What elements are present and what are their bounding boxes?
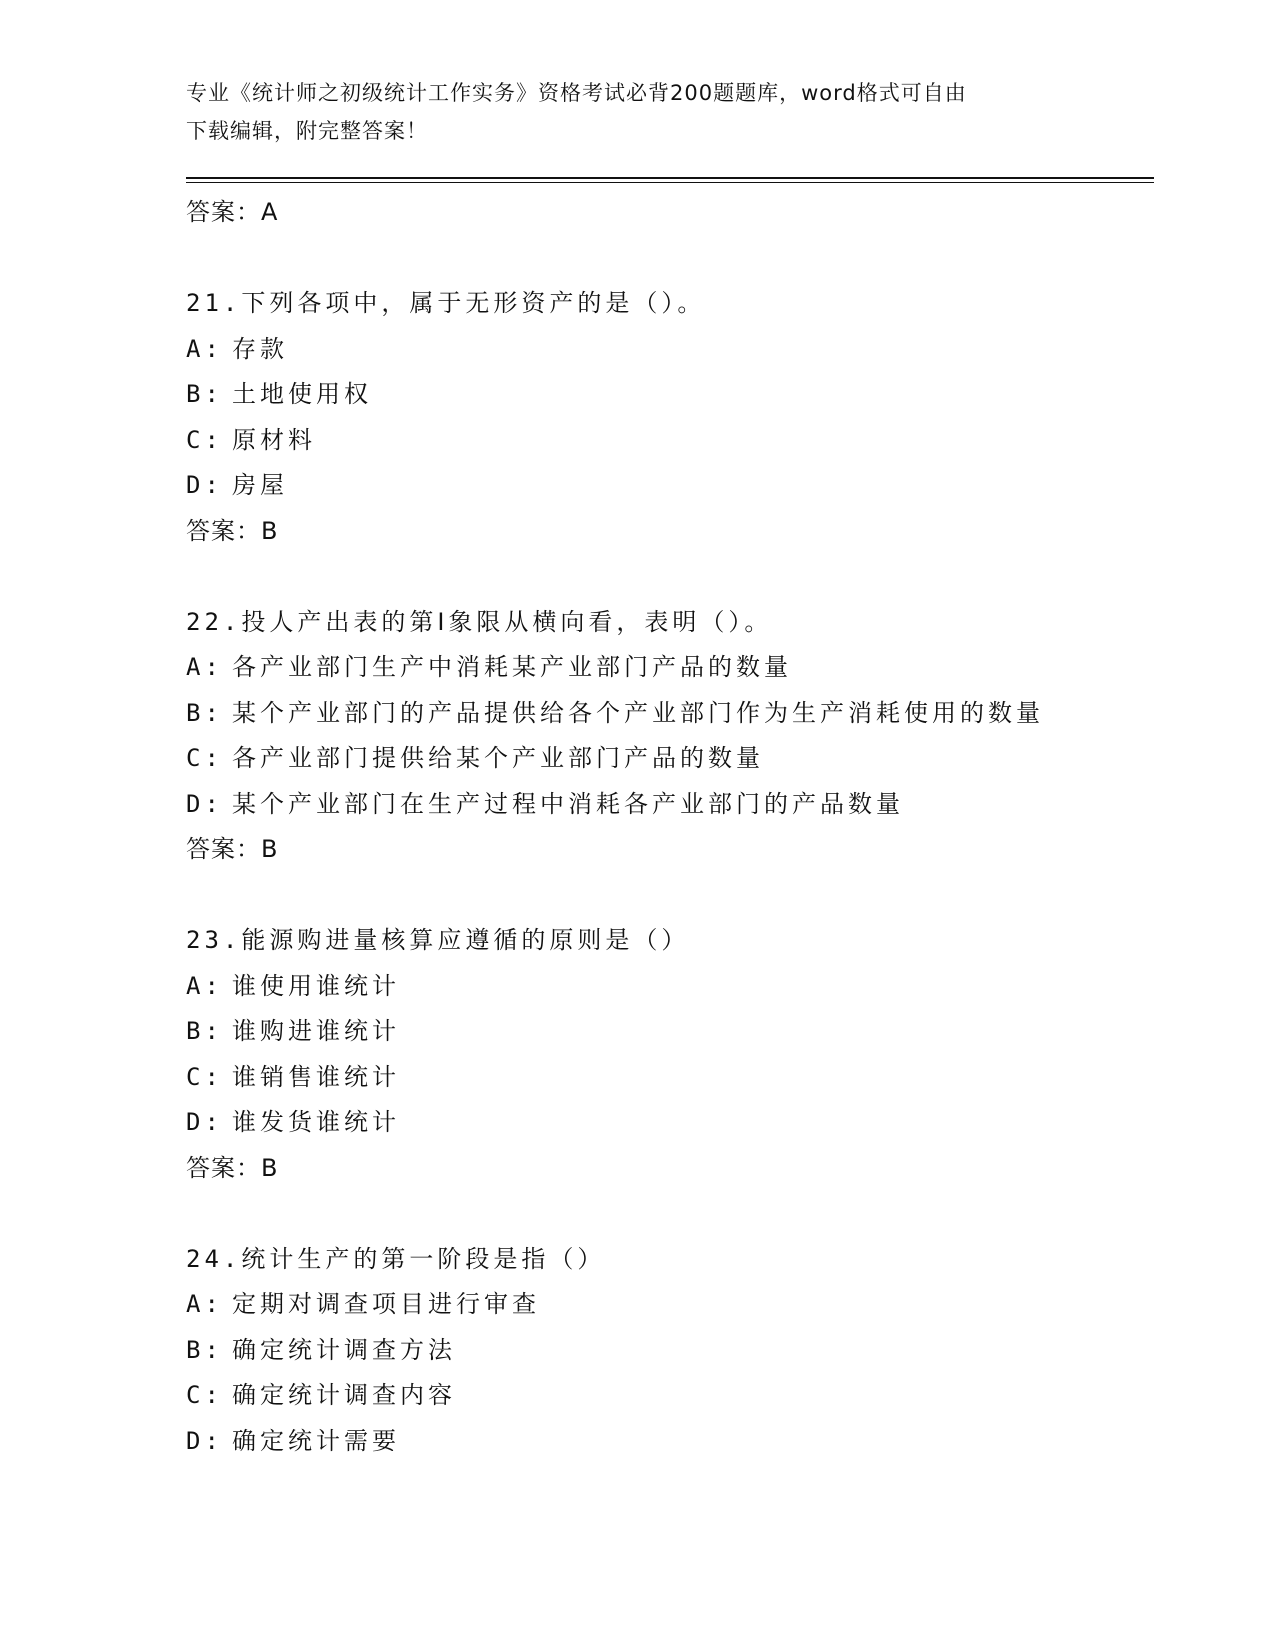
option-text: 确定统计调查内容: [232, 1381, 456, 1409]
header-divider-thick: [186, 177, 1154, 179]
option-letter: B:: [186, 698, 223, 727]
option-letter: B:: [186, 1017, 223, 1045]
option-d: [186, 1419, 1186, 1465]
question-list: [186, 190, 1186, 1464]
question-title: 24.统计生产的第一阶段是指（）: [186, 1244, 606, 1273]
question-title: 23.能源购进量核算应遵循的原则是（）: [186, 926, 690, 954]
question-21: [186, 281, 1186, 554]
option-text: 土地使用权: [232, 380, 372, 408]
option-text: 定期对调查项目进行审查: [232, 1290, 540, 1318]
option-a: [186, 964, 1186, 1010]
option-a: [186, 327, 1186, 373]
option-text: 谁使用谁统计: [232, 971, 400, 1000]
option-letter: C:: [186, 425, 223, 454]
option-text: 谁销售谁统计: [232, 1062, 400, 1091]
answer-line: 答案：B: [186, 1153, 279, 1182]
option-letter: C:: [186, 1381, 223, 1409]
answer-line: 答案：B: [186, 835, 279, 863]
option-letter: A:: [186, 971, 223, 1000]
option-letter: C:: [186, 744, 223, 772]
question-title: 22.投人产出表的第Ⅰ象限从横向看，表明（）。: [186, 607, 773, 636]
option-text: 谁购进谁统计: [232, 1017, 400, 1045]
option-a: [186, 645, 1186, 691]
option-letter: D:: [186, 789, 223, 818]
option-letter: D:: [186, 471, 223, 499]
option-a: [186, 1282, 1186, 1328]
option-letter: D:: [186, 1426, 223, 1455]
option-letter: B:: [186, 380, 223, 408]
option-text: 各产业部门提供给某个产业部门产品的数量: [232, 744, 764, 772]
header-line-1: 专业《统计师之初级统计工作实务》资格考试必背200题题库，word格式可自由: [186, 81, 967, 105]
option-letter: C:: [186, 1062, 223, 1091]
option-c: [186, 1055, 1186, 1101]
option-text: 谁发货谁统计: [232, 1108, 400, 1136]
question-24: [186, 1237, 1186, 1465]
option-b: [186, 1009, 1186, 1055]
option-b: [186, 372, 1186, 418]
option-text: 原材料: [232, 425, 316, 454]
answer-line: 答案：A: [186, 198, 279, 226]
option-d: [186, 1100, 1186, 1146]
answer-line: 答案：B: [186, 516, 279, 545]
option-b: [186, 1328, 1186, 1374]
option-d: [186, 782, 1186, 828]
option-d: [186, 463, 1186, 509]
option-text: 各产业部门生产中消耗某产业部门产品的数量: [232, 653, 792, 681]
option-text: 房屋: [232, 471, 288, 499]
option-c: [186, 418, 1186, 464]
question-title: 21.下列各项中，属于无形资产的是（）。: [186, 289, 706, 317]
question-23: [186, 918, 1186, 1191]
option-letter: D:: [186, 1108, 223, 1136]
option-text: 某个产业部门在生产过程中消耗各产业部门的产品数量: [232, 789, 904, 818]
option-letter: A:: [186, 1290, 223, 1318]
option-text: 确定统计调查方法: [232, 1335, 456, 1364]
option-text: 存款: [232, 334, 288, 363]
question-22: [186, 600, 1186, 873]
option-c: [186, 1373, 1186, 1419]
header-line-2: 下载编辑，附完整答案！: [186, 119, 428, 143]
option-letter: B:: [186, 1335, 223, 1364]
option-c: [186, 736, 1186, 782]
option-letter: A:: [186, 653, 223, 681]
option-text: 确定统计需要: [232, 1426, 400, 1455]
option-text: 某个产业部门的产品提供给各个产业部门作为生产消耗使用的数量: [232, 698, 1044, 727]
option-b: [186, 691, 1186, 737]
header-divider-thin: [186, 182, 1154, 183]
option-letter: A:: [186, 334, 223, 363]
document-header: [186, 74, 1086, 150]
